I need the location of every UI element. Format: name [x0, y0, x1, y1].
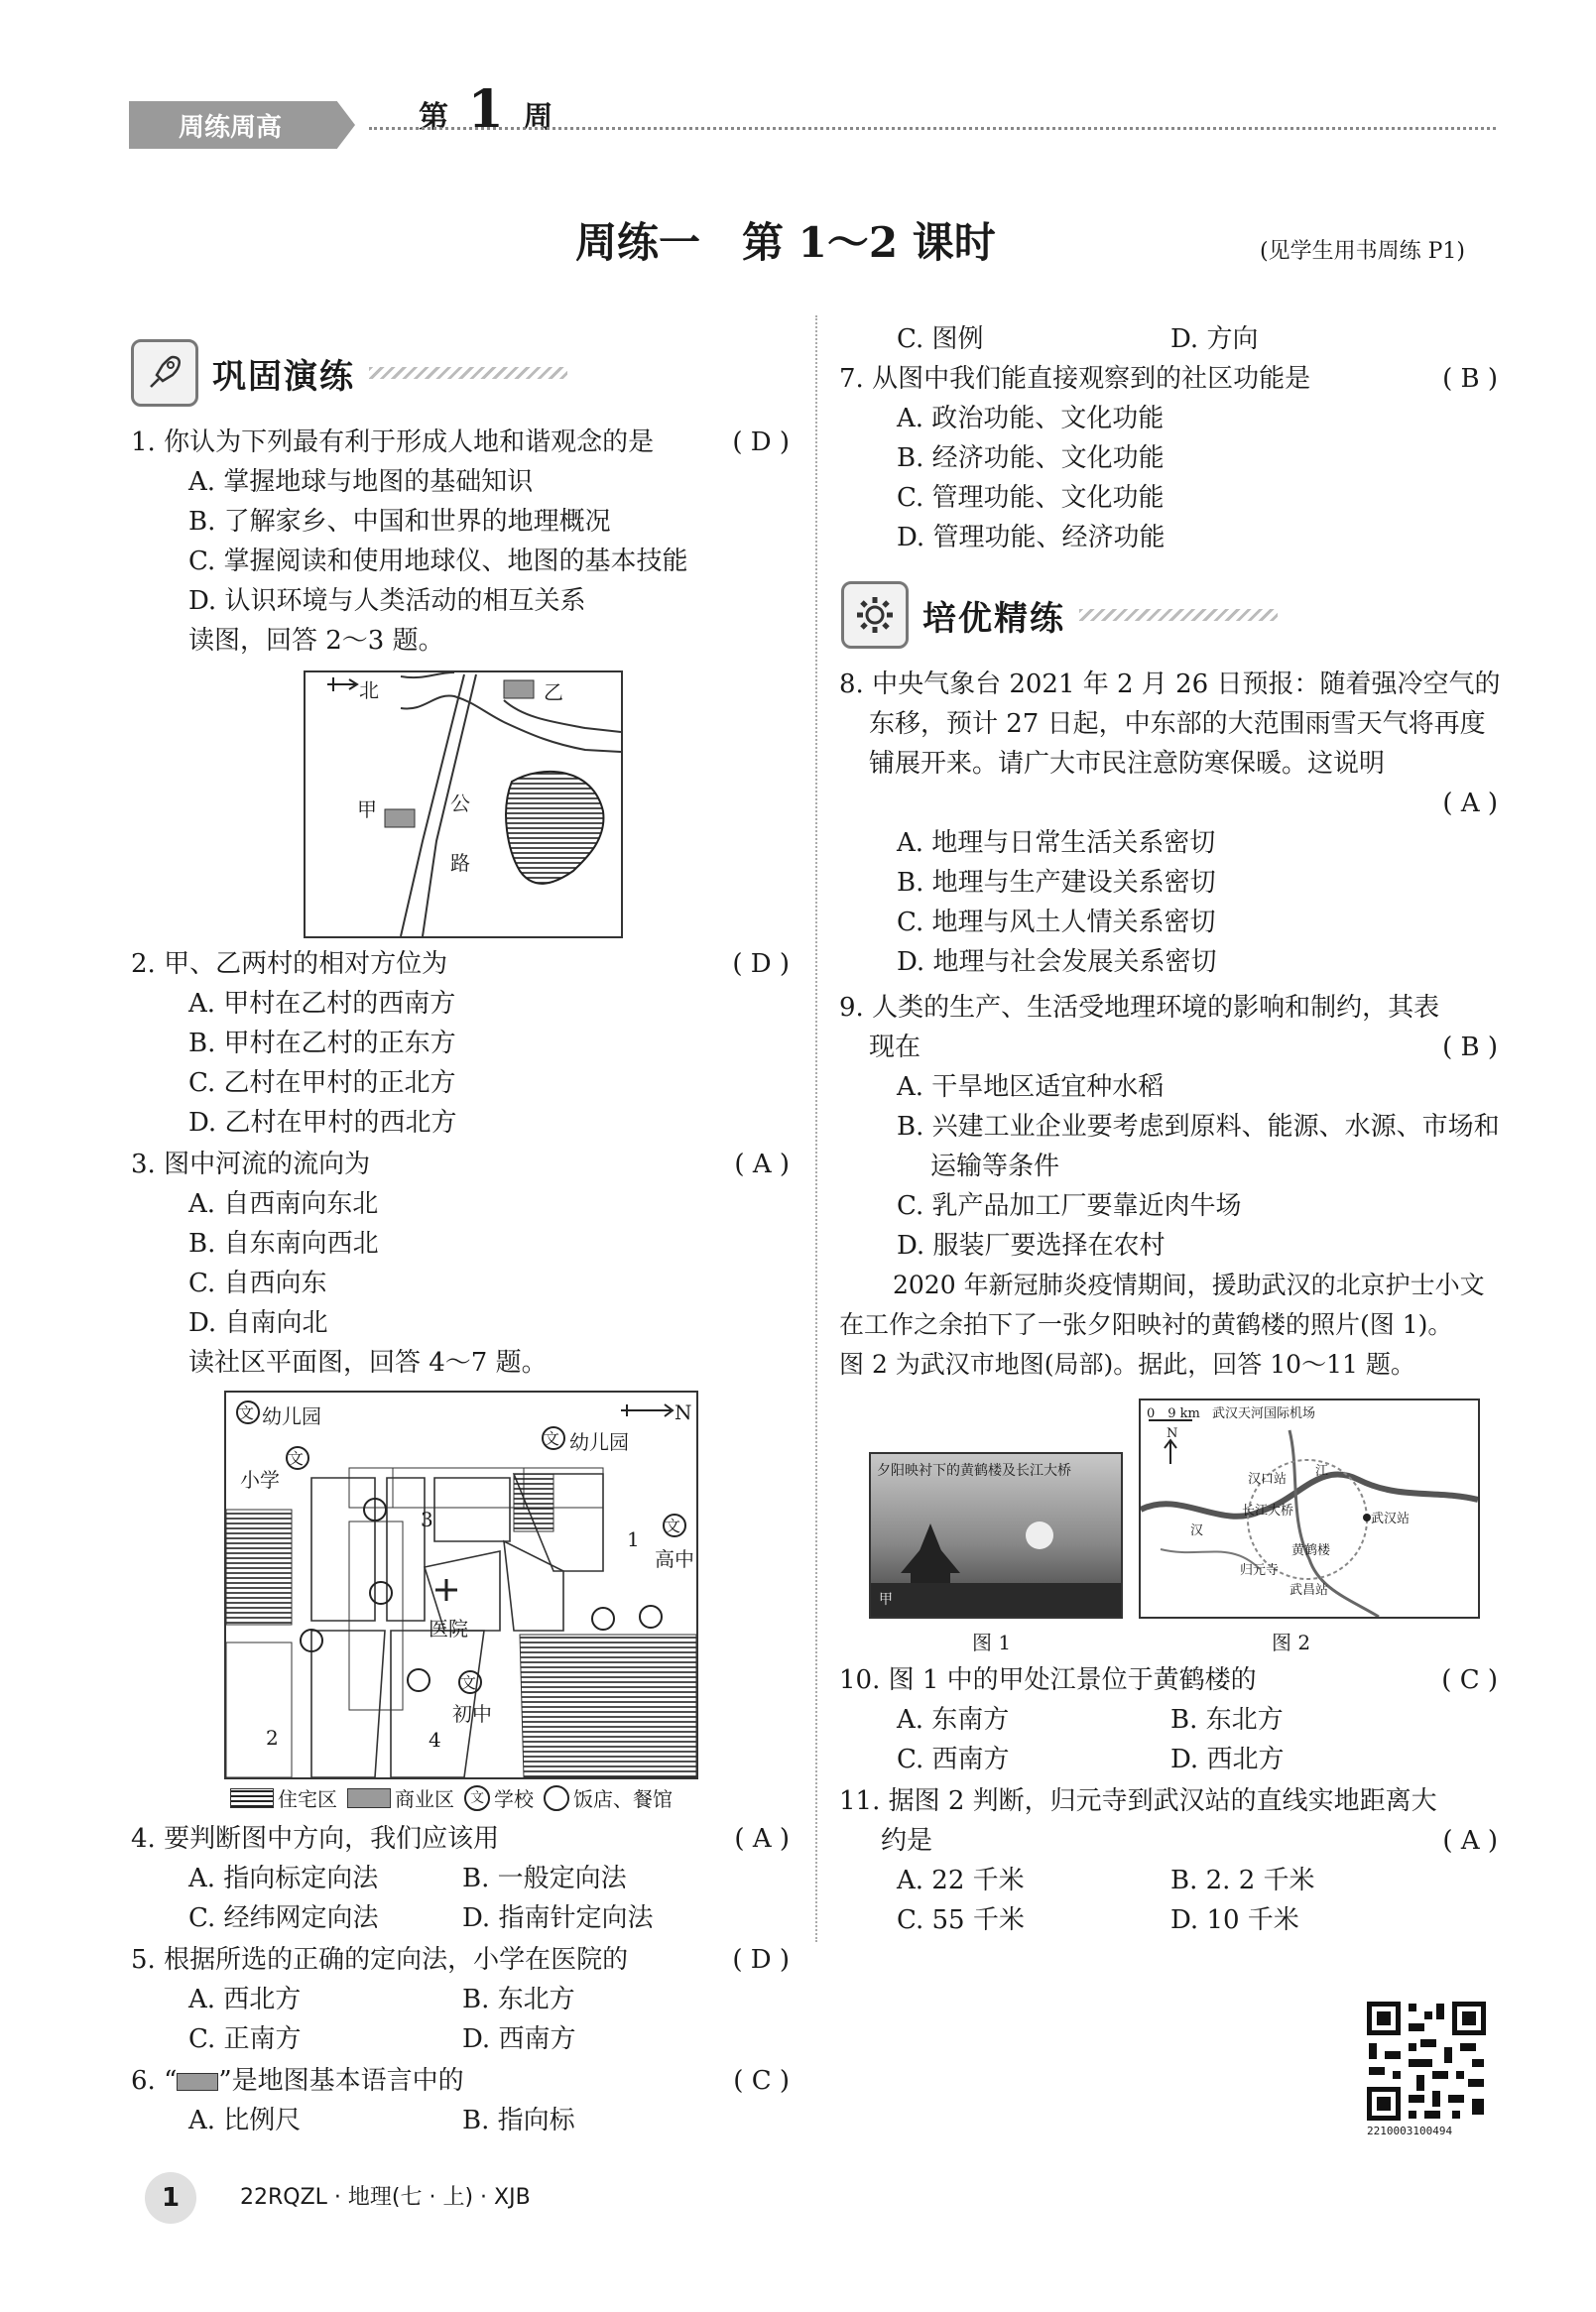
q2-stem: 2. 甲、乙两村的相对方位为: [131, 949, 448, 979]
figure-2-wuhan-map: [1139, 1399, 1480, 1619]
q1-option-a: A. 掌握地球与地图的基础知识: [188, 467, 534, 497]
q6-stem-b: ”是地图基本语言中的: [218, 2066, 464, 2096]
q6-options-row-2: [839, 319, 1498, 359]
q9-option-b-cont: 运输等条件: [930, 1152, 1060, 1181]
q8-option-d: D. 地理与社会发展关系密切: [897, 947, 1217, 977]
q8-option-c: C. 地理与风土人情关系密切: [897, 908, 1216, 937]
fig2-scale: 0 9 km: [1147, 1406, 1200, 1421]
primary-school: 小学: [240, 1468, 280, 1492]
area-3: 3: [421, 1508, 433, 1531]
question-11: [839, 1781, 1498, 1940]
figure-2-caption: 图 2: [1272, 1631, 1311, 1654]
question-8: [839, 665, 1501, 982]
fig2-hhl: 黄鹤楼: [1291, 1543, 1331, 1558]
q7-stem: 7. 从图中我们能直接观察到的社区功能是: [839, 364, 1311, 394]
figure-1-photo: [869, 1452, 1123, 1619]
q11-options-row-1: [839, 1861, 1498, 1900]
column-divider: [815, 315, 817, 1942]
q9-option-a: A. 干旱地区适宜种水稻: [897, 1072, 1165, 1102]
q6-option-d: D. 方向: [1170, 324, 1259, 354]
area-4: 4: [429, 1728, 441, 1752]
section-header-advanced: [841, 581, 1278, 649]
legend-school: 学校: [494, 1787, 534, 1811]
q5-stem: 5. 根据所选的正确的定向法，小学在医院的: [131, 1945, 629, 1975]
community-map-legend: [230, 1783, 673, 1812]
school-symbol-1: 文: [238, 1403, 255, 1422]
school-icon: 文: [464, 1785, 490, 1811]
section-title-advanced: 培优精练: [922, 598, 1065, 639]
rocket-icon: [131, 339, 198, 407]
q4-options-row-2: [131, 1898, 790, 1938]
q4-answer: ( A ): [734, 1824, 790, 1854]
q4-option-d: D. 指南针定向法: [462, 1903, 654, 1933]
q1-answer: ( D ): [732, 427, 790, 457]
fig2-jiang: 江: [1315, 1464, 1329, 1479]
intro-line-3: 图 2 为武汉市地图(局部)。据此，回答 10～11 题。: [839, 1350, 1415, 1379]
river-village-map: [304, 670, 623, 938]
q3-option-c: C. 自西向东: [188, 1269, 327, 1298]
q6-option-b: B. 指向标: [462, 2106, 575, 2135]
kindergarten-2: 幼儿园: [569, 1430, 629, 1454]
community-map: [224, 1391, 698, 1779]
week-prefix: 第: [419, 100, 448, 135]
q5-option-b: B. 东北方: [462, 1985, 575, 2014]
q7-answer: ( B ): [1442, 364, 1498, 394]
q3-answer: ( A ): [734, 1150, 790, 1179]
intro-line-1: 2020 年新冠肺炎疫情期间，援助武汉的北京护士小文: [893, 1271, 1485, 1299]
q4-option-c: C. 经纬网定向法: [188, 1903, 379, 1933]
q7-option-d: D. 管理功能、经济功能: [897, 523, 1166, 552]
q2-option-c: C. 乙村在甲村的正北方: [188, 1068, 456, 1098]
legend-residential: 住宅区: [278, 1787, 337, 1811]
q8-answer: ( A ): [1442, 789, 1498, 818]
map1-north-label: 北: [359, 678, 379, 702]
q8-line-1: 8. 中央气象台 2021 年 2 月 26 日预报：随着强冷空气的: [839, 669, 1501, 699]
q9-answer: ( B ): [1442, 1033, 1498, 1062]
q5-options-row-1: [131, 1980, 790, 2019]
q5-option-d: D. 西南方: [462, 2024, 576, 2054]
fig2-wuhan-station: 武汉站: [1371, 1512, 1411, 1526]
q10-options-row-1: [839, 1700, 1498, 1740]
fig1-jia-label: 甲: [879, 1592, 893, 1608]
restaurant-icon: [544, 1785, 569, 1811]
q8-answer-row: [839, 784, 1498, 823]
question-9: [839, 988, 1498, 1266]
area-2: 2: [266, 1726, 279, 1750]
q4-options-row-1: [131, 1859, 790, 1898]
intro-q2-3: 读图，回答 2～3 题。: [188, 626, 444, 656]
middle-school: 初中: [452, 1702, 492, 1726]
legend-commercial: 商业区: [395, 1787, 454, 1811]
q6-answer: ( C ): [733, 2066, 790, 2096]
q8-option-a: A. 地理与日常生活关系密切: [897, 828, 1216, 858]
q9-option-d: D. 服装厂要选择在农村: [897, 1231, 1166, 1261]
question-1: [131, 423, 790, 661]
question-7: [839, 359, 1498, 557]
q2-answer: ( D ): [732, 949, 790, 979]
question-6-cont: [839, 319, 1498, 359]
q11-option-b: B. 2. 2 千米: [1170, 1866, 1315, 1895]
q4-option-a: A. 指向标定向法: [188, 1864, 379, 1893]
fig2-guiyuan: 归元寺: [1240, 1563, 1280, 1578]
q11-line-2: 约是: [881, 1826, 933, 1856]
q5-option-c: C. 正南方: [188, 2024, 302, 2054]
q9-option-b: B. 兴建工业企业要考虑到原料、能源、水源、市场和: [897, 1112, 1500, 1142]
q3-option-a: A. 自西南向东北: [188, 1189, 379, 1219]
fig2-bridge: 长江大桥: [1242, 1504, 1294, 1519]
high-school: 高中: [655, 1547, 694, 1571]
page-number: 1: [161, 2183, 181, 2213]
fig2-wuchang: 武昌站: [1289, 1583, 1329, 1598]
fig2-north: N: [1166, 1426, 1178, 1441]
school-symbol-3: 文: [544, 1429, 560, 1448]
question-5: [131, 1940, 790, 2059]
q10-option-a: A. 东南方: [897, 1705, 1010, 1735]
school-symbol-2: 文: [288, 1449, 305, 1468]
q8-option-b: B. 地理与生产建设关系密切: [897, 868, 1216, 898]
q8-line-2: 东移，预计 27 日起，中东部的大范围雨雪天气将再度: [869, 709, 1486, 739]
fig2-hankou: 汉口站: [1248, 1472, 1288, 1487]
right-column: [839, 0, 1506, 2312]
q7-option-a: A. 政治功能、文化功能: [897, 404, 1165, 433]
q6-stem: [131, 2061, 790, 2101]
q11-option-d: D. 10 千米: [1170, 1905, 1299, 1935]
map1-road-label-1: 公: [450, 791, 470, 815]
q5-option-a: A. 西北方: [188, 1985, 302, 2014]
q2-option-a: A. 甲村在乙村的西南方: [188, 989, 456, 1019]
school-symbol-4: 文: [665, 1517, 681, 1535]
q6-options-row-1: [131, 2101, 790, 2140]
q11-options-row-2: [839, 1900, 1498, 1940]
q2-option-d: D. 乙村在甲村的西北方: [188, 1108, 457, 1138]
q10-option-c: C. 西南方: [897, 1745, 1010, 1774]
q6-stem-a: 6. “: [131, 2066, 178, 2096]
section-title-consolidate: 巩固演练: [212, 356, 355, 397]
header-tag: 周练周高: [179, 113, 283, 143]
hospital: 医院: [429, 1617, 468, 1641]
question-2: [131, 944, 790, 1143]
intro-line-2: 在工作之余拍下了一张夕阳映衬的黄鹤楼的照片(图 1)。: [839, 1310, 1453, 1339]
q6-option-c: C. 图例: [897, 324, 984, 354]
legend-commercial-swatch: [347, 1788, 391, 1808]
q11-option-c: C. 55 千米: [897, 1905, 1025, 1935]
map1-yi-label: 乙: [544, 680, 563, 704]
map1-jia-label: 甲: [357, 797, 377, 821]
week-suffix: 周: [523, 100, 553, 135]
week-number: 1: [467, 79, 504, 140]
q2-option-b: B. 甲村在乙村的正东方: [188, 1029, 456, 1058]
q4-stem: 4. 要判断图中方向，我们应该用: [131, 1824, 500, 1854]
section-header-consolidate: [131, 339, 567, 407]
q1-option-c: C. 掌握阅读和使用地球仪、地图的基本技能: [188, 547, 688, 576]
qr-code-number: 2210003100494: [1367, 2125, 1453, 2137]
fig2-han: 汉: [1190, 1523, 1204, 1538]
question-3: [131, 1145, 790, 1383]
q10-option-d: D. 西北方: [1170, 1745, 1285, 1774]
q3-stem: 3. 图中河流的流向为: [131, 1150, 371, 1179]
figure-1-caption: 图 1: [972, 1631, 1012, 1654]
q1-stem: 1. 你认为下列最有利于形成人地和谐观念的是: [131, 427, 655, 457]
q7-option-b: B. 经济功能、文化功能: [897, 443, 1165, 473]
q7-option-c: C. 管理功能、文化功能: [897, 483, 1165, 513]
q9-option-c: C. 乳产品加工厂要靠近肉牛场: [897, 1191, 1242, 1221]
q3-option-b: B. 自东南向西北: [188, 1229, 379, 1259]
gear-icon: [841, 581, 909, 649]
q9-line-1: 9. 人类的生产、生活受地理环境的影响和制约，其表: [839, 993, 1440, 1023]
map1-road-label-2: 路: [450, 851, 470, 875]
question-10: [839, 1660, 1498, 1779]
q11-answer: ( A ): [1442, 1826, 1498, 1856]
legend-residential-swatch: [230, 1788, 274, 1808]
title-reference: (见学生用书周练 P1): [1260, 239, 1465, 264]
area-1: 1: [627, 1527, 640, 1551]
q9-line-2: 现在: [869, 1033, 921, 1062]
q1-option-d: D. 认识环境与人类活动的相互关系: [188, 586, 586, 616]
q10-option-b: B. 东北方: [1170, 1705, 1284, 1735]
kindergarten-1: 幼儿园: [262, 1404, 321, 1428]
q10-options-row-2: [839, 1740, 1498, 1779]
q10-stem: 10. 图 1 中的甲处江景位于黄鹤楼的: [839, 1665, 1257, 1695]
question-4: [131, 1819, 790, 1938]
school-symbol-5: 文: [460, 1673, 477, 1692]
section-stripe: [369, 367, 567, 379]
page-number-badge: [145, 2172, 196, 2224]
q10-answer: ( C ): [1441, 1665, 1498, 1695]
fig1-title: 夕阳映衬下的黄鹤楼及长江大桥: [877, 1463, 1071, 1479]
page-title: 周练一 第 1～2 课时: [575, 218, 996, 267]
section-stripe-2: [1079, 609, 1278, 621]
intro-q4-7: 读社区平面图，回答 4～7 题。: [188, 1348, 548, 1378]
question-6: [131, 2061, 790, 2140]
q8-line-3: 铺展开来。请广大市民注意防寒保暖。这说明: [869, 749, 1386, 779]
fig2-airport: 武汉天河国际机场: [1212, 1406, 1316, 1421]
q4-option-b: B. 一般定向法: [462, 1864, 627, 1893]
footer-text: 22RQZL · 地理(七 · 上) · XJB: [240, 2185, 531, 2210]
legend-restaurant: 饭店、餐馆: [573, 1787, 673, 1811]
q11-option-a: A. 22 千米: [897, 1866, 1025, 1895]
intro-q10-11: [839, 1266, 1498, 1385]
q5-options-row-2: [131, 2019, 790, 2059]
map2-north-label: N: [675, 1400, 692, 1424]
q11-line-1: 11. 据图 2 判断，归元寺到武汉站的直线实地距离大: [839, 1786, 1437, 1816]
q6-option-a: A. 比例尺: [188, 2106, 302, 2135]
q1-option-b: B. 了解家乡、中国和世界的地理概况: [188, 507, 611, 537]
q3-option-d: D. 自南向北: [188, 1308, 328, 1338]
commercial-swatch-inline: [177, 2073, 218, 2091]
left-column: [131, 0, 798, 2312]
q5-answer: ( D ): [732, 1945, 790, 1975]
qr-code[interactable]: [1365, 2000, 1488, 2123]
